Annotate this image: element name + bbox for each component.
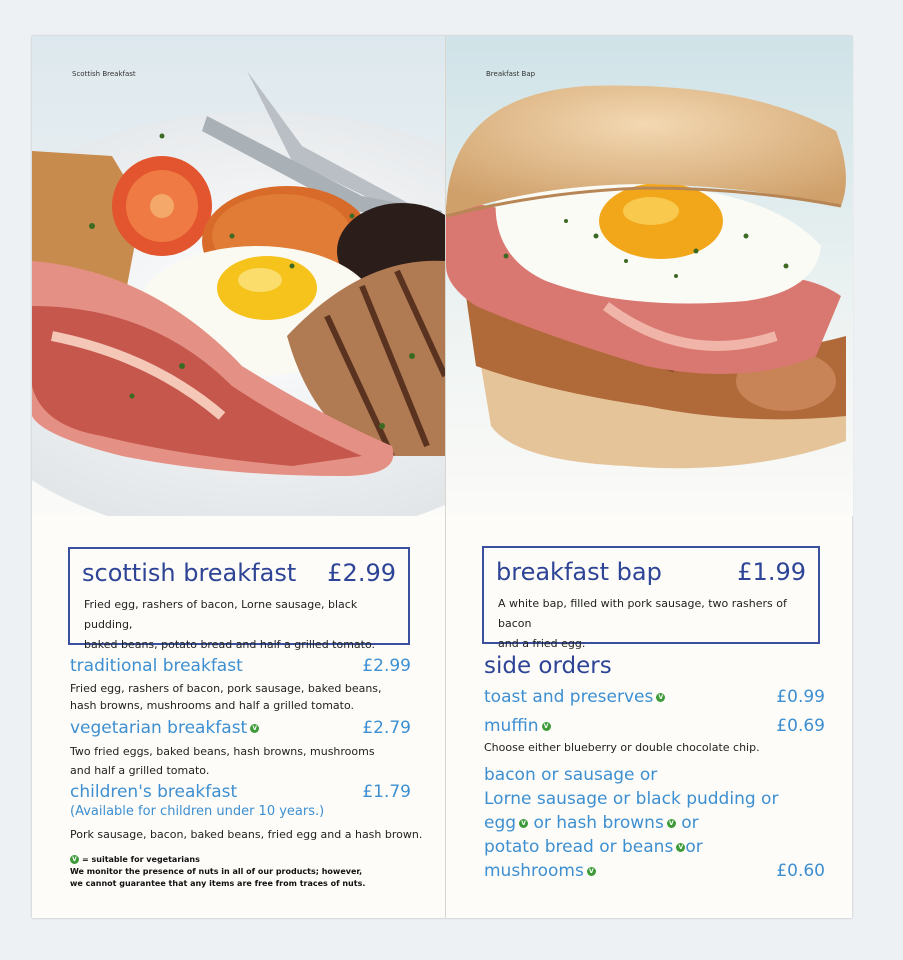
toast-price: £0.99	[776, 687, 825, 707]
muffin-title	[484, 716, 551, 736]
vegetarian-breakfast-price: £2.79	[362, 718, 411, 738]
vegetarian-icon: V	[70, 855, 79, 864]
description-line: and a fried egg.	[498, 637, 586, 650]
combo-line	[484, 813, 699, 833]
scottish-breakfast-feature-box	[68, 547, 410, 651]
description-line: A white bap, filled with pork sausage, two rashers of bacon	[498, 597, 787, 630]
breakfast-bap-photo	[446, 36, 853, 516]
traditional-breakfast-price: £2.99	[362, 656, 411, 676]
menu-leaflet	[32, 36, 852, 918]
muffin-price: £0.69	[776, 716, 825, 736]
combo-text: or hash browns	[533, 813, 664, 833]
description-line: Fried egg, rashers of bacon, pork sausage, baked beans,	[70, 682, 382, 695]
nuts-disclaimer-line: we cannot guarantee that any items are free from traces of nuts.	[70, 879, 366, 888]
description-line: hash browns, mushrooms and half a grilled tomato.	[70, 699, 355, 712]
combo-line: bacon or sausage or	[484, 765, 658, 785]
description-line: Two fried eggs, baked beans, hash browns, mushrooms	[70, 745, 375, 758]
vegetarian-legend-text: = suitable for vegetarians	[82, 855, 200, 864]
side-orders-heading: side orders	[484, 653, 612, 679]
vegetarian-icon: V	[250, 724, 259, 733]
feature-price: £1.99	[737, 558, 806, 586]
combo-line	[484, 861, 596, 881]
feature-price: £2.99	[327, 559, 396, 587]
feature-description	[84, 595, 394, 655]
childrens-breakfast-title: children's breakfast	[70, 782, 238, 802]
combo-text: or	[681, 813, 699, 833]
vegetarian-icon: V	[587, 867, 596, 876]
combo-line: Lorne sausage or black pudding or	[484, 789, 779, 809]
combo-text: or	[685, 837, 703, 857]
feature-title: breakfast bap	[496, 558, 662, 586]
nuts-disclaimer-line: We monitor the presence of nuts in all of our products; however,	[70, 867, 363, 876]
vegetarian-icon: V	[676, 843, 685, 852]
vegetarian-breakfast-label: vegetarian breakfast	[70, 718, 248, 738]
toast-label: toast and preserves	[484, 687, 654, 707]
vegetarian-breakfast-description	[70, 742, 375, 780]
photo-caption: Scottish Breakfast	[72, 70, 136, 78]
vegetarian-icon: V	[656, 693, 665, 702]
breakfast-bap-feature-box	[482, 546, 820, 650]
scottish-breakfast-photo	[32, 36, 445, 516]
combo-text: mushrooms	[484, 861, 584, 881]
toast-title	[484, 687, 665, 707]
combo-text: potato bread or beans	[484, 837, 674, 857]
vegetarian-legend	[70, 854, 365, 866]
description-line: baked beans, potato bread and half a grilled tomato.	[84, 638, 376, 651]
feature-description	[498, 594, 804, 654]
vegetarian-breakfast-title	[70, 718, 259, 738]
muffin-description: Choose either blueberry or double chocolate chip.	[484, 741, 760, 754]
combo-line	[484, 837, 703, 857]
photo-caption: Breakfast Bap	[486, 70, 536, 78]
vegetarian-icon: V	[542, 722, 551, 731]
combo-price: £0.60	[776, 861, 825, 881]
description-line: and half a grilled tomato.	[70, 764, 210, 777]
traditional-breakfast-title: traditional breakfast	[70, 656, 243, 676]
traditional-breakfast-description	[70, 680, 382, 714]
childrens-breakfast-note: (Available for children under 10 years.)	[70, 804, 325, 819]
combo-text: egg	[484, 813, 517, 833]
right-panel	[445, 36, 853, 918]
childrens-breakfast-description: Pork sausage, bacon, baked beans, fried egg and a hash brown.	[70, 828, 423, 841]
vegetarian-icon: V	[667, 819, 676, 828]
childrens-breakfast-price: £1.79	[362, 782, 411, 802]
left-panel	[32, 36, 445, 918]
feature-title: scottish breakfast	[82, 559, 297, 587]
vegetarian-icon: V	[519, 819, 528, 828]
muffin-label: muffin	[484, 716, 539, 736]
legend	[70, 854, 365, 890]
description-line: Fried egg, rashers of bacon, Lorne sausage, black pudding,	[84, 598, 358, 631]
